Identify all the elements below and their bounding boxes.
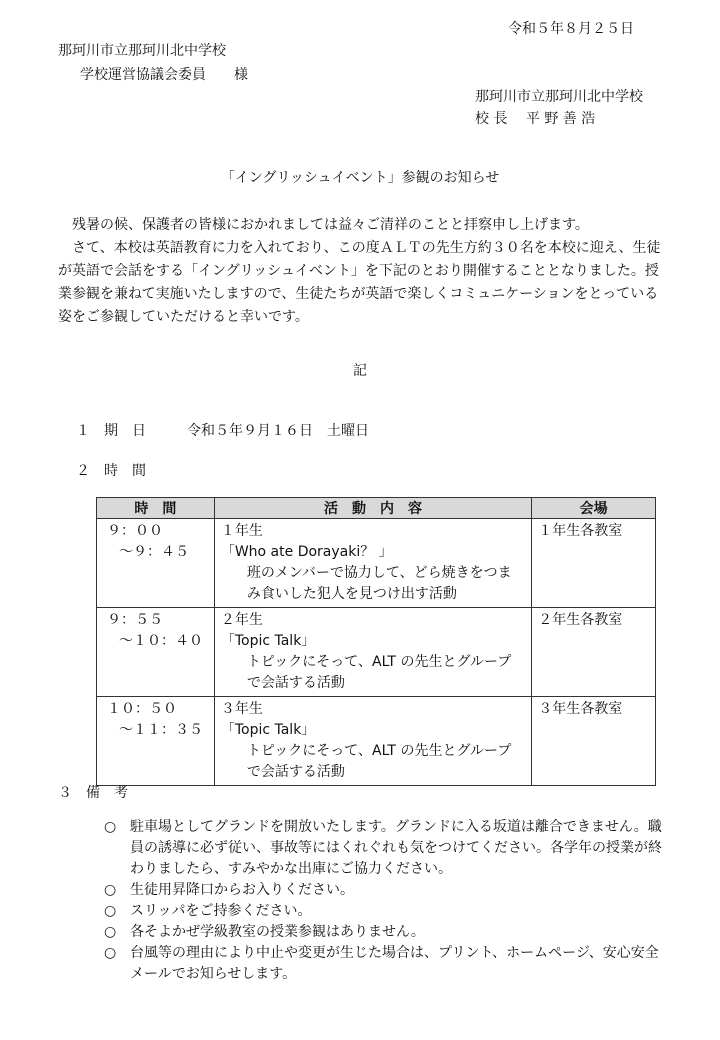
schedule-table: [96, 497, 656, 786]
time-end: ～９：４５: [119, 544, 189, 560]
activity-description: トピックにそって、ALT の先生とグループで会話する活動: [246, 743, 512, 780]
activity-description: トピックにそって、ALT の先生とグループで会話する活動: [246, 654, 512, 691]
body-paragraph: さて、本校は英語教育に力を入れており、この度ＡＬＴの先生方約３０名を本校に迎え、生徒が英語で会話をする「イングリッシュイベント」を下記のとおり開催することとなりました。授業参観を兼ねて実施いたしますので、生徒たちが英語で楽しくコミュニケーションをとっている姿をご参観していただけると幸いです。: [58, 240, 661, 325]
venue-cell: １年生各教室: [532, 519, 656, 608]
body-paragraph: 残暑の候、保護者の皆様におかれましては益々ご清祥のことと拝察申し上げます。: [72, 217, 589, 233]
time-start: ９：００: [107, 523, 163, 539]
time-cell: [97, 519, 215, 608]
activity-description: 班のメンバーで協力して、どら焼きをつまみ食いした犯人を見つけ出す活動: [246, 565, 512, 602]
section-date: [76, 420, 369, 440]
time-start: １０：５０: [107, 701, 177, 717]
circle-bullet: ○: [104, 903, 117, 919]
sender-organization: 那珂川市立那珂川北中学校: [475, 89, 643, 105]
venue-cell: ２年生各教室: [532, 608, 656, 697]
header-activity: 活 動 内 容: [214, 498, 531, 519]
activity-title: 「Topic Talk」: [220, 633, 316, 649]
circle-bullet: ○: [104, 945, 117, 961]
note-text: 台風等の理由により中止や変更が生じた場合は、プリント、ホームページ、安心安全メールでお知らせします。: [130, 945, 659, 982]
table-row: [97, 697, 656, 786]
time-cell: [97, 608, 215, 697]
note-text: 駐車場としてグランドを開放いたします。グランドに入る坂道は離合できません。職員の誘導に必ず従い、事故等にはくれぐれも気をつけてください。各学年の授業が終わりましたら、すみやかな出庫にご協力ください。: [130, 819, 662, 877]
table-row: [97, 519, 656, 608]
list-item: [104, 922, 664, 943]
activity-title: 「Who ate Dorayaki？ 」: [220, 544, 393, 560]
note-text: スリッパをご持参ください。: [130, 903, 312, 919]
header-time: 時 間: [97, 498, 215, 519]
grade: ３年生: [220, 701, 263, 717]
time-start: ９：５５: [107, 612, 163, 628]
header-venue: 会場: [532, 498, 656, 519]
activity-cell: [214, 608, 531, 697]
list-item: [104, 817, 664, 880]
circle-bullet: ○: [104, 819, 117, 835]
section-notes-label: ３ 備 考: [58, 785, 128, 801]
list-item: [104, 943, 664, 985]
section-date-label: １ 期 日: [76, 423, 146, 439]
notes-list: [104, 817, 664, 985]
note-text: 各そよかぜ学級教室の授業参観はありません。: [130, 924, 425, 940]
activity-title: 「Topic Talk」: [220, 722, 316, 738]
time-cell: [97, 697, 215, 786]
table-row: [97, 608, 656, 697]
circle-bullet: ○: [104, 882, 117, 898]
document-date: 令和５年８月２５日: [508, 21, 634, 37]
recipient-organization: 那珂川市立那珂川北中学校: [58, 43, 226, 59]
section-time-label: ２ 時 間: [76, 463, 146, 479]
ki-heading: 記: [353, 363, 367, 379]
time-end: ～１１：３５: [119, 722, 203, 738]
table-header-row: [97, 498, 656, 519]
list-item: [104, 901, 664, 922]
sender-name: 校 長 平 野 善 浩: [475, 111, 596, 127]
body-text: [58, 214, 668, 329]
venue-cell: ３年生各教室: [532, 697, 656, 786]
section-date-value: 令和５年９月１６日 土曜日: [187, 423, 369, 439]
activity-cell: [214, 697, 531, 786]
grade: １年生: [220, 523, 263, 539]
document-title: 「イングリッシュイベント」参観のお知らせ: [220, 170, 500, 186]
list-item: [104, 880, 664, 901]
circle-bullet: ○: [104, 924, 117, 940]
note-text: 生徒用昇降口からお入りください。: [130, 882, 354, 898]
recipient-name: 学校運営協議会委員 様: [80, 67, 248, 83]
grade: ２年生: [220, 612, 263, 628]
time-end: ～１０：４０: [119, 633, 203, 649]
activity-cell: [214, 519, 531, 608]
